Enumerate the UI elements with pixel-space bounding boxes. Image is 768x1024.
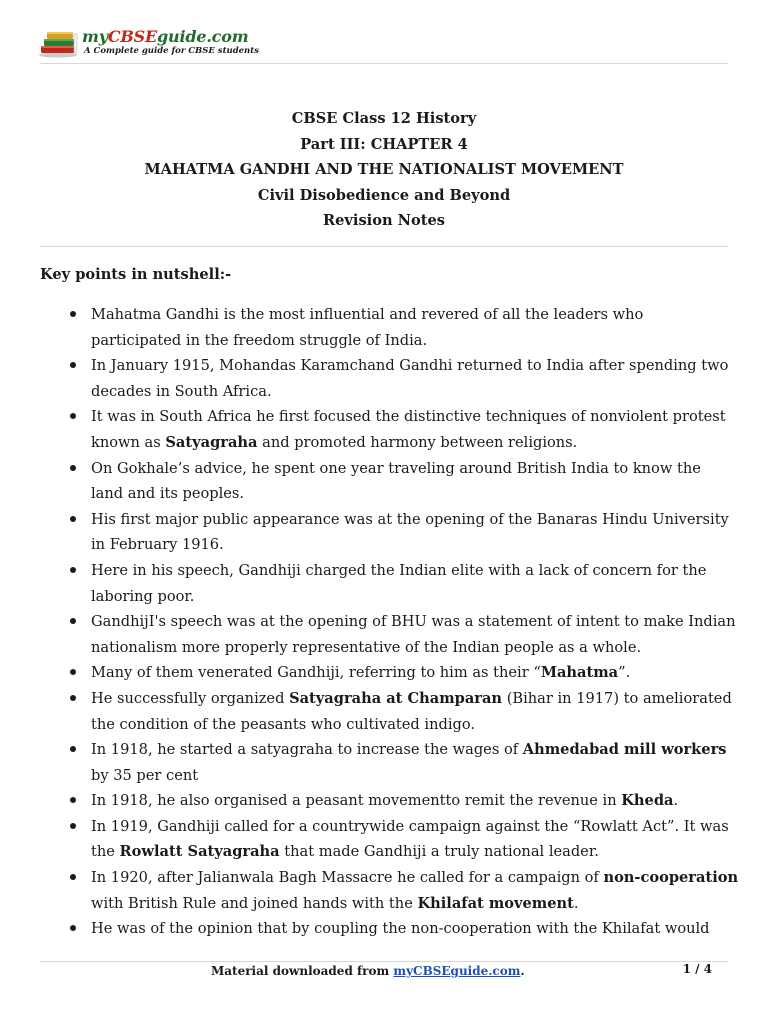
emphasized-text: Satyagraha at Champaran — [289, 689, 503, 707]
bullet-dot-icon — [70, 695, 76, 701]
footer-site-link[interactable]: myCBSEguide.com — [393, 964, 521, 978]
bullet-dot-icon — [70, 669, 76, 675]
chapter-title: MAHATMA GANDHI AND THE NATIONALIST MOVEMENT — [144, 161, 624, 179]
footer-credit — [211, 964, 525, 978]
text-segment: that made Gandhiji a truly national leader. — [279, 843, 599, 861]
list-item — [40, 686, 740, 737]
list-item-line — [91, 558, 740, 584]
list-item-line — [91, 686, 740, 712]
emphasized-text: Rowlatt Satyagraha — [119, 843, 280, 861]
bullet-dot-icon — [70, 746, 76, 752]
list-item — [40, 609, 740, 660]
list-item-line — [91, 481, 740, 507]
list-item — [40, 456, 740, 507]
text-segment: In 1918, he started a satyagraha to increase the wages of — [91, 741, 523, 759]
list-item-line — [91, 379, 740, 405]
text-segment: and promoted harmony between religions. — [257, 433, 578, 451]
page-footer — [40, 962, 728, 982]
text-segment: nationalism more properly representative of the Indian people as a whole. — [91, 638, 642, 656]
list-item-line — [91, 814, 740, 840]
logo-tagline: A Complete guide for CBSE students — [84, 46, 259, 56]
text-segment: It was in South Africa he first focused the distinctive techniques of nonviolent protest — [91, 408, 726, 426]
footer-prefix: Material downloaded from — [211, 964, 394, 978]
part-chapter: Part III: CHAPTER 4 — [300, 135, 468, 153]
text-segment: known as — [91, 433, 166, 451]
text-segment: GandhijI's speech was at the opening of BHU was a statement of intent to make Indian — [91, 613, 736, 631]
list-item-line — [91, 302, 740, 328]
text-segment: by 35 per cent — [91, 766, 199, 784]
emphasized-text: Mahatma — [540, 664, 619, 682]
text-segment: On Gokhale’s advice, he spent one year traveling around British India to know the — [91, 459, 701, 477]
title-divider — [40, 246, 728, 247]
text-segment: In 1918, he also organised a peasant movementto remit the revenue in — [91, 792, 622, 810]
text-segment: land and its peoples. — [91, 485, 245, 503]
bullet-dot-icon — [70, 362, 76, 368]
text-segment: He was of the opinion that by coupling the non-cooperation with the Khilafat would — [91, 920, 710, 938]
emphasized-text: Kheda — [621, 792, 674, 810]
text-segment: In 1920, after Jalianwala Bagh Massacre he called for a campaign of — [91, 869, 604, 887]
document-title-block — [40, 106, 728, 234]
bullet-dot-icon — [70, 823, 76, 829]
list-item-line — [91, 328, 740, 354]
list-item-line — [91, 788, 740, 814]
list-item-line — [91, 865, 740, 891]
list-item — [40, 353, 740, 404]
list-item — [40, 404, 740, 455]
bullet-dot-icon — [70, 797, 76, 803]
bullet-dot-icon — [70, 567, 76, 573]
list-item-line — [91, 635, 740, 661]
list-item — [40, 865, 740, 916]
section-heading: Key points in nutshell:- — [40, 266, 232, 283]
header-divider — [40, 63, 728, 64]
list-item — [40, 507, 740, 558]
text-segment: (Bihar in 1917) to ameliorated — [502, 689, 732, 707]
list-item — [40, 558, 740, 609]
list-item-line — [91, 507, 740, 533]
bullet-dot-icon — [70, 311, 76, 317]
text-segment: the condition of the peasants who cultivated indigo. — [91, 715, 475, 733]
list-item — [40, 302, 740, 353]
list-item — [40, 916, 740, 942]
text-segment: Here in his speech, Gandhiji charged the Indian elite with a lack of concern for the — [91, 561, 707, 579]
bullet-dot-icon — [70, 413, 76, 419]
bullet-dot-icon — [70, 516, 76, 522]
emphasized-text: Ahmedabad mill workers — [522, 741, 727, 759]
logo-site-name: myCBSEguide.com — [82, 27, 249, 46]
emphasized-text: Satyagraha — [165, 433, 258, 451]
list-item-line — [91, 353, 740, 379]
text-segment: Many of them venerated Gandhiji, referring to him as their “ — [91, 664, 541, 682]
text-segment: His first major public appearance was at the opening of the Banaras Hindu University — [91, 510, 729, 528]
bullet-dot-icon — [70, 618, 76, 624]
list-item — [40, 814, 740, 865]
document-type: Revision Notes — [323, 212, 445, 230]
list-item-line — [91, 660, 740, 686]
list-item-line — [91, 839, 740, 865]
key-points-list — [40, 302, 740, 942]
list-item-line — [91, 916, 740, 942]
list-item — [40, 660, 740, 686]
text-segment: He successfully organized — [91, 689, 290, 707]
list-item-line — [91, 737, 740, 763]
text-segment: . — [573, 894, 579, 912]
bullet-dot-icon — [70, 465, 76, 471]
text-segment: In 1919, Gandhiji called for a countrywide campaign against the “Rowlatt Act”. It was — [91, 817, 729, 835]
list-item — [40, 737, 740, 788]
text-segment: . — [673, 792, 679, 810]
bullet-dot-icon — [70, 874, 76, 880]
list-item-line — [91, 584, 740, 610]
text-segment: in February 1916. — [91, 536, 224, 554]
bullet-dot-icon — [70, 925, 76, 931]
text-segment: laboring poor. — [91, 587, 195, 605]
emphasized-text: Khilafat movement — [417, 894, 574, 912]
list-item-line — [91, 430, 740, 456]
text-segment: Mahatma Gandhi is the most influential and revered of all the leaders who — [91, 306, 644, 323]
list-item-line — [91, 712, 740, 738]
list-item-line — [91, 609, 740, 635]
emphasized-text: non-cooperation — [603, 869, 739, 887]
text-segment: ”. — [618, 664, 631, 682]
site-logo[interactable] — [38, 26, 258, 60]
text-segment: with British Rule and joined hands with the — [91, 894, 418, 912]
footer-suffix: . — [520, 964, 525, 978]
text-segment: In January 1915, Mohandas Karamchand Gandhi returned to India after spending two — [91, 357, 729, 375]
page-number: 1 / 4 — [682, 962, 712, 976]
text-segment: participated in the freedom struggle of India. — [91, 331, 428, 349]
books-logo-icon — [38, 28, 82, 58]
list-item-line — [91, 456, 740, 482]
list-item-line — [91, 404, 740, 430]
chapter-subtitle: Civil Disobedience and Beyond — [257, 186, 511, 204]
text-segment: decades in South Africa. — [91, 382, 272, 400]
list-item-line — [91, 891, 740, 917]
list-item-line — [91, 763, 740, 789]
course-title: CBSE Class 12 History — [291, 110, 477, 127]
list-item-line — [91, 532, 740, 558]
text-segment: the — [91, 843, 120, 861]
list-item — [40, 788, 740, 814]
